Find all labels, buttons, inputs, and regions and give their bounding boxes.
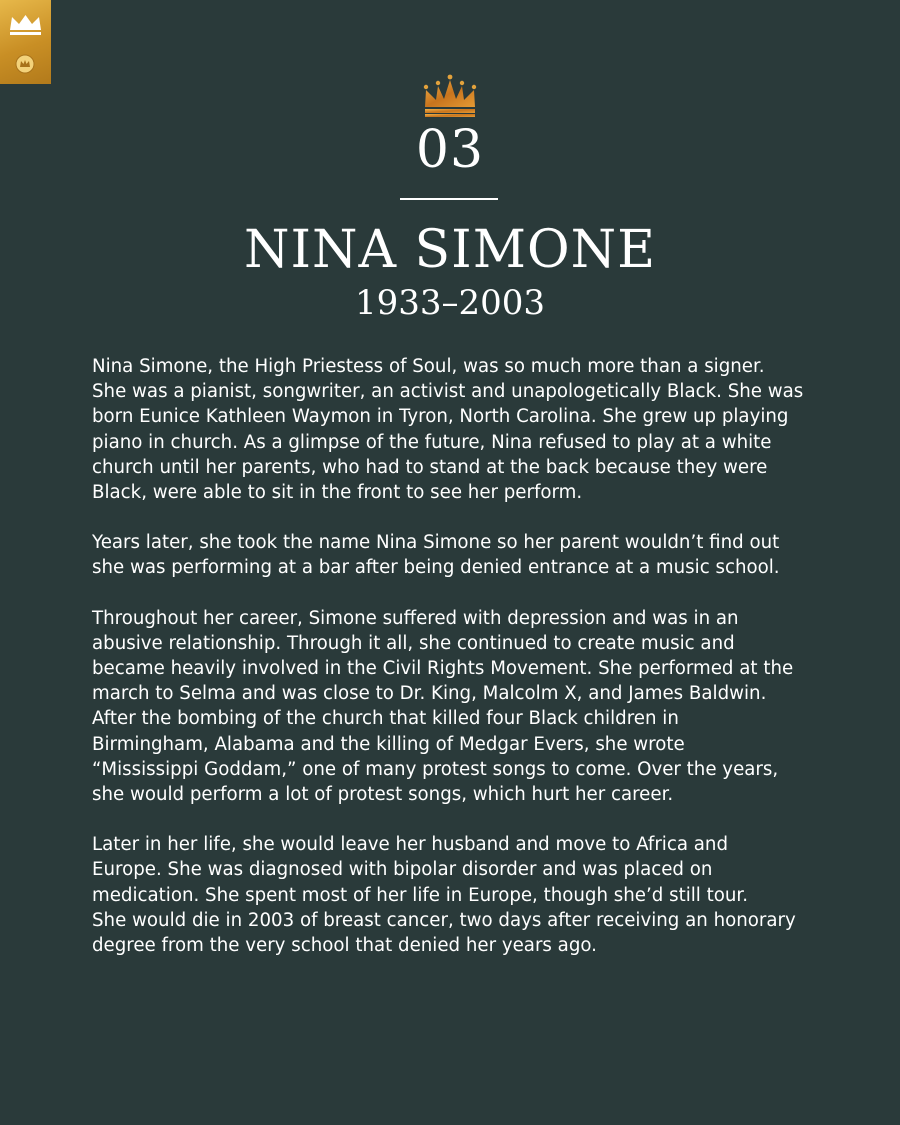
- bio-paragraph: Later in her life, she would leave her husband and move to Africa and Europe. She was diagnosed with bipolar disorder and was placed on medication. She spent most of her life in Europe, though she’d still tour. She would die in 2003 of breast cancer, two days after receiving an honorary degree from the very school that denied her years ago.: [92, 834, 796, 957]
- bio-paragraph: Years later, she took the name Nina Simone so her parent wouldn’t find out she was performing at a bar after being denied entrance at a music school.: [92, 532, 780, 579]
- biography: [92, 354, 832, 983]
- life-years: 1933–2003: [354, 283, 546, 323]
- corner-badge: [0, 0, 51, 84]
- bio-paragraph: Nina Simone, the High Priestess of Soul, was so much more than a signer. She was a pianist, songwriter, an activist and unapologetically Black. She was born Eunice Kathleen Waymon in Tyron, North Carolina. She grew up playing piano in church. As a glimpse of the future, Nina refused to play at a white church until her parents, who had to stand at the back because they were Black, were able to sit in the front to see her perform.: [92, 356, 804, 504]
- crown-icon: [422, 74, 478, 118]
- bio-paragraph: Throughout her career, Simone suffered with depression and was in an abusive relationship. Through it all, she continued to create music and became heavily involved in the Civil Rights Movement. She performed at the march to Selma and was close to Dr. King, Malcolm X, and James Baldwin. After the bombing of the church that killed four Black children in Birmingham, Alabama and the killing of Medgar Evers, she wrote “Mississippi Goddam,” one of many protest songs to come. Over the years, she would perform a lot of protest songs, which hurt her career.: [92, 607, 794, 806]
- section-number: 03: [415, 120, 485, 180]
- page-title: NINA SIMONE: [243, 220, 657, 280]
- seal-icon: [15, 54, 35, 74]
- divider: [400, 198, 498, 200]
- crown-icon: [9, 13, 42, 37]
